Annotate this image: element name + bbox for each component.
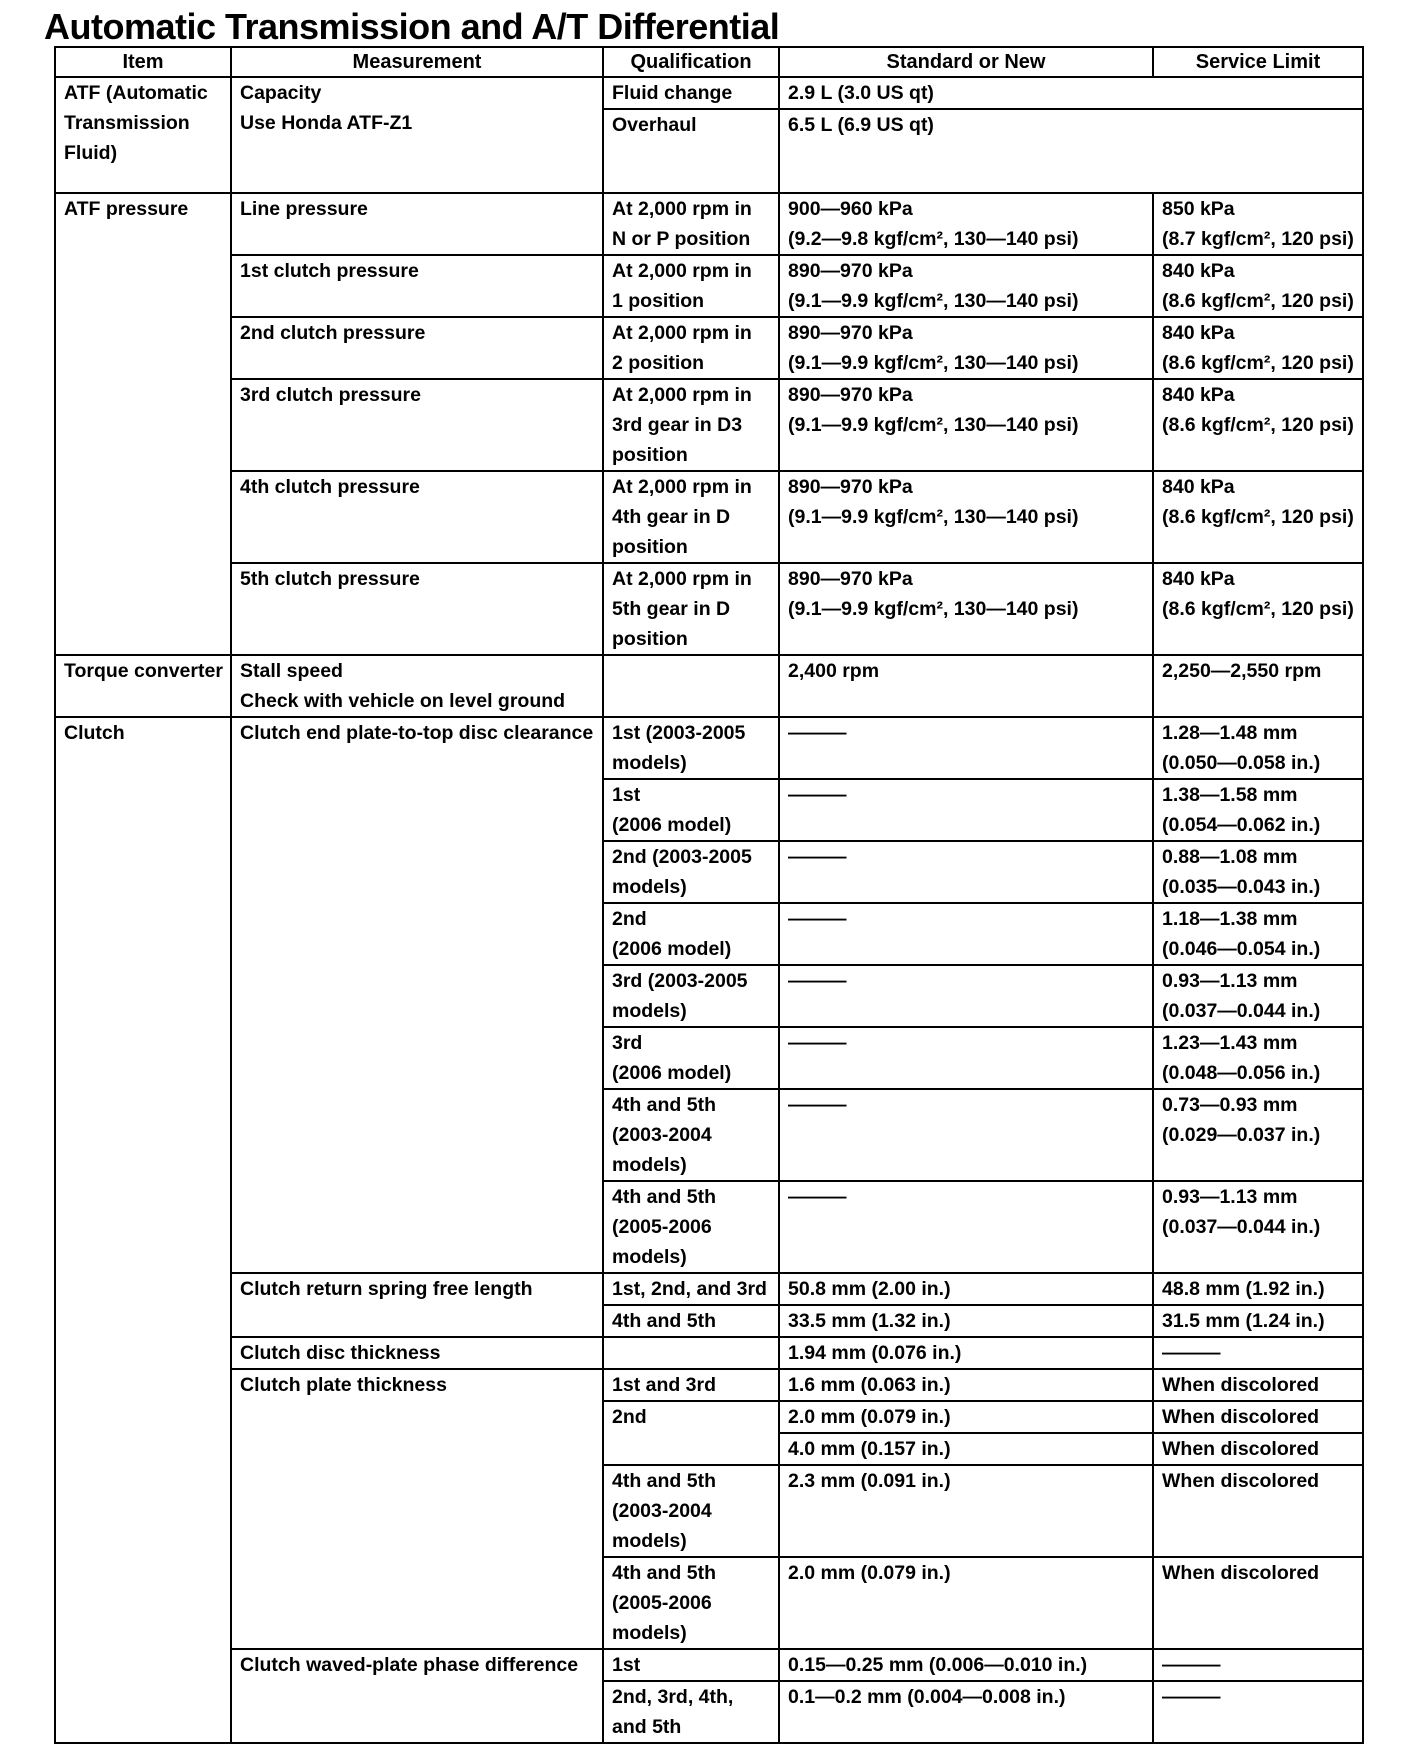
item-cell: Torque converter (55, 655, 231, 717)
qualification-cell: 1st (603, 1649, 779, 1681)
standard-cell: ——— (779, 1089, 1153, 1181)
standard-cell: 890—970 kPa (9.1—9.9 kgf/cm², 130—140 psi) (779, 471, 1153, 563)
limit-cell: When discolored (1153, 1401, 1363, 1433)
measurement-cell: Capacity Use Honda ATF-Z1 (231, 77, 603, 193)
qualification-cell: 1st (2003-2005 models) (603, 717, 779, 779)
item-cell: ATF (Automatic Transmission Fluid) (55, 77, 231, 193)
limit-cell: 1.23—1.43 mm (0.048—0.056 in.) (1153, 1027, 1363, 1089)
qualification-cell: 4th and 5th (603, 1305, 779, 1337)
item-cell: Clutch (55, 717, 231, 1743)
limit-cell: 840 kPa (8.6 kgf/cm², 120 psi) (1153, 255, 1363, 317)
standard-cell: ——— (779, 717, 1153, 779)
limit-cell: 850 kPa (8.7 kgf/cm², 120 psi) (1153, 193, 1363, 255)
standard-cell: 33.5 mm (1.32 in.) (779, 1305, 1153, 1337)
item-cell: ATF pressure (55, 193, 231, 655)
header-service-limit: Service Limit (1153, 47, 1363, 77)
table-row (55, 471, 1363, 563)
limit-cell: 2,250—2,550 rpm (1153, 655, 1363, 717)
table-row (55, 77, 1363, 109)
qualification-cell: At 2,000 rpm in N or P position (603, 193, 779, 255)
standard-cell: 890—970 kPa (9.1—9.9 kgf/cm², 130—140 psi) (779, 255, 1153, 317)
limit-cell: When discolored (1153, 1433, 1363, 1465)
header-standard: Standard or New (779, 47, 1153, 77)
measurement-cell: Clutch disc thickness (231, 1337, 603, 1369)
qualification-cell: At 2,000 rpm in 3rd gear in D3 position (603, 379, 779, 471)
table-row (55, 563, 1363, 655)
standard-cell: 0.15—0.25 mm (0.006—0.010 in.) (779, 1649, 1153, 1681)
limit-cell: When discolored (1153, 1369, 1363, 1401)
header-measurement: Measurement (231, 47, 603, 77)
table-row (55, 1337, 1363, 1369)
measurement-cell: Clutch waved-plate phase difference (231, 1649, 603, 1743)
limit-cell: 1.18—1.38 mm (0.046—0.054 in.) (1153, 903, 1363, 965)
limit-cell: ——— (1153, 1337, 1363, 1369)
qualification-cell: At 2,000 rpm in 1 position (603, 255, 779, 317)
qualification-cell: 3rd (2003-2005 models) (603, 965, 779, 1027)
limit-cell: 1.38—1.58 mm (0.054—0.062 in.) (1153, 779, 1363, 841)
limit-cell: 840 kPa (8.6 kgf/cm², 120 psi) (1153, 379, 1363, 471)
measurement-cell: Clutch end plate-to-top disc clearance (231, 717, 603, 1273)
standard-cell: 50.8 mm (2.00 in.) (779, 1273, 1153, 1305)
standard-cell: 890—970 kPa (9.1—9.9 kgf/cm², 130—140 psi) (779, 379, 1153, 471)
measurement-cell: Line pressure (231, 193, 603, 255)
header-row (55, 47, 1363, 77)
limit-cell: 48.8 mm (1.92 in.) (1153, 1273, 1363, 1305)
standard-cell: ——— (779, 1181, 1153, 1273)
limit-cell: 31.5 mm (1.24 in.) (1153, 1305, 1363, 1337)
qualification-cell: 2nd (2003-2005 models) (603, 841, 779, 903)
standard-cell: 2.3 mm (0.091 in.) (779, 1465, 1153, 1557)
header-qualification: Qualification (603, 47, 779, 77)
qualification-cell: 4th and 5th (2005-2006 models) (603, 1557, 779, 1649)
measurement-cell: Clutch return spring free length (231, 1273, 603, 1337)
standard-cell: 2.0 mm (0.079 in.) (779, 1401, 1153, 1433)
qualification-cell: 2nd, 3rd, 4th, and 5th (603, 1681, 779, 1743)
qualification-cell: 2nd (2006 model) (603, 903, 779, 965)
limit-cell: ——— (1153, 1681, 1363, 1743)
table-row (55, 379, 1363, 471)
table-row (55, 317, 1363, 379)
table-row (55, 1273, 1363, 1305)
standard-cell: 2,400 rpm (779, 655, 1153, 717)
table-row (55, 255, 1363, 317)
measurement-cell: 3rd clutch pressure (231, 379, 603, 471)
measurement-cell: 5th clutch pressure (231, 563, 603, 655)
standard-cell: 890—970 kPa (9.1—9.9 kgf/cm², 130—140 psi) (779, 317, 1153, 379)
measurement-cell: 4th clutch pressure (231, 471, 603, 563)
limit-cell: 1.28—1.48 mm (0.050—0.058 in.) (1153, 717, 1363, 779)
standard-cell: 2.9 L (3.0 US qt) (779, 77, 1363, 109)
limit-cell: 0.93—1.13 mm (0.037—0.044 in.) (1153, 1181, 1363, 1273)
limit-cell: 840 kPa (8.6 kgf/cm², 120 psi) (1153, 471, 1363, 563)
standard-cell: 1.94 mm (0.076 in.) (779, 1337, 1153, 1369)
standard-cell: 0.1—0.2 mm (0.004—0.008 in.) (779, 1681, 1153, 1743)
table-row (55, 717, 1363, 779)
table-row (55, 655, 1363, 717)
standard-cell: 6.5 L (6.9 US qt) (779, 109, 1363, 193)
qualification-cell: 4th and 5th (2005-2006 models) (603, 1181, 779, 1273)
standard-cell: ——— (779, 965, 1153, 1027)
table-row (55, 193, 1363, 255)
page-title: Automatic Transmission and A/T Differential (44, 6, 780, 47)
qualification-cell: 1st, 2nd, and 3rd (603, 1273, 779, 1305)
measurement-cell: 2nd clutch pressure (231, 317, 603, 379)
qualification-cell: At 2,000 rpm in 2 position (603, 317, 779, 379)
qualification-cell: 4th and 5th (2003-2004 models) (603, 1089, 779, 1181)
standard-cell: 1.6 mm (0.063 in.) (779, 1369, 1153, 1401)
spec-table (54, 46, 1364, 1744)
qualification-cell: 4th and 5th (2003-2004 models) (603, 1465, 779, 1557)
limit-cell: When discolored (1153, 1557, 1363, 1649)
limit-cell: 0.88—1.08 mm (0.035—0.043 in.) (1153, 841, 1363, 903)
qualification-cell: 3rd (2006 model) (603, 1027, 779, 1089)
standard-cell: ——— (779, 1027, 1153, 1089)
measurement-cell: Clutch plate thickness (231, 1369, 603, 1649)
standard-cell: ——— (779, 779, 1153, 841)
table-row (55, 1649, 1363, 1681)
standard-cell: ——— (779, 903, 1153, 965)
qualification-cell: 1st (2006 model) (603, 779, 779, 841)
table-row (55, 1369, 1363, 1401)
limit-cell: 840 kPa (8.6 kgf/cm², 120 psi) (1153, 563, 1363, 655)
standard-cell: 900—960 kPa (9.2—9.8 kgf/cm², 130—140 psi) (779, 193, 1153, 255)
standard-cell: 2.0 mm (0.079 in.) (779, 1557, 1153, 1649)
qualification-cell: At 2,000 rpm in 5th gear in D position (603, 563, 779, 655)
measurement-cell: 1st clutch pressure (231, 255, 603, 317)
limit-cell: When discolored (1153, 1465, 1363, 1557)
limit-cell: ——— (1153, 1649, 1363, 1681)
limit-cell: 0.93—1.13 mm (0.037—0.044 in.) (1153, 965, 1363, 1027)
limit-cell: 0.73—0.93 mm (0.029—0.037 in.) (1153, 1089, 1363, 1181)
qualification-cell: Fluid change (603, 77, 779, 109)
limit-cell: 840 kPa (8.6 kgf/cm², 120 psi) (1153, 317, 1363, 379)
standard-cell: 890—970 kPa (9.1—9.9 kgf/cm², 130—140 psi) (779, 563, 1153, 655)
standard-cell: 4.0 mm (0.157 in.) (779, 1433, 1153, 1465)
qualification-cell (603, 655, 779, 717)
standard-cell: ——— (779, 841, 1153, 903)
qualification-cell: 1st and 3rd (603, 1369, 779, 1401)
measurement-cell: Stall speed Check with vehicle on level ground (231, 655, 603, 717)
qualification-cell (603, 1337, 779, 1369)
qualification-cell: 2nd (603, 1401, 779, 1465)
qualification-cell: At 2,000 rpm in 4th gear in D position (603, 471, 779, 563)
header-item: Item (55, 47, 231, 77)
qualification-cell: Overhaul (603, 109, 779, 193)
